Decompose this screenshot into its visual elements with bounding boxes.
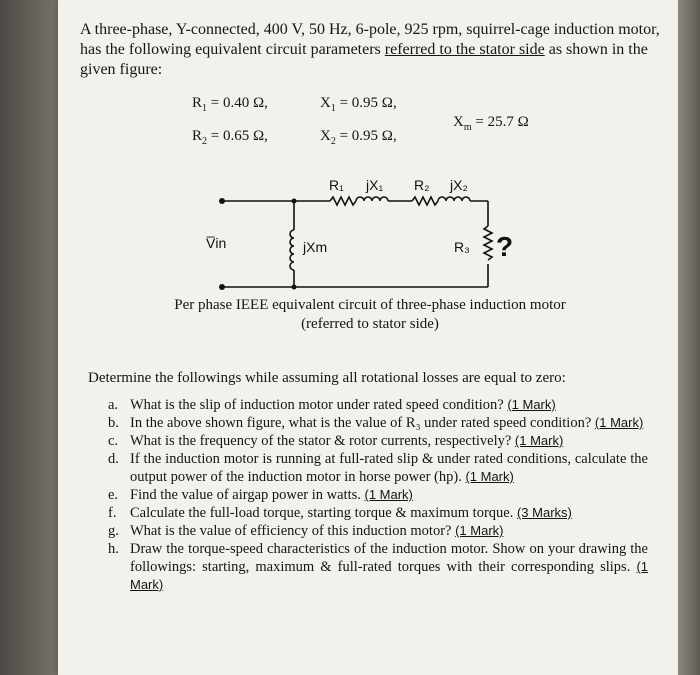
question-list — [108, 396, 648, 594]
label-r1: R₁ — [329, 177, 344, 193]
question-d: d. If the induction motor is running at full-rated slip & under rated conditions, calculate the output power of the induction motor in horse power (hp). (1 Mark) — [108, 451, 648, 485]
r1-resistor — [330, 197, 356, 205]
unknown-question-mark: ? — [496, 231, 514, 262]
label-r3: R₃ — [454, 239, 470, 255]
question-a: a. What is the slip of induction motor under rated speed condition? (1 Mark) — [108, 397, 556, 413]
caption-line-2: (referred to stator side) — [301, 316, 439, 332]
referred-to-stator-underline: referred to the stator side — [384, 41, 545, 58]
node-bottom — [292, 285, 297, 290]
mark-badge: (1 Mark) — [507, 397, 556, 412]
label-jx1: jX₁ — [366, 177, 384, 193]
input-terminal-bottom — [219, 284, 225, 290]
input-terminal-top — [219, 198, 225, 204]
question-c: c. What is the frequency of the stator & rotor currents, respectively? (1 Mark) — [108, 433, 564, 449]
label-r2: R₂ — [414, 177, 430, 193]
caption-line-1: Per phase IEEE equivalent circuit of three-phase induction motor — [174, 297, 566, 313]
r3-resistor — [484, 226, 492, 260]
r2-resistor — [412, 197, 438, 205]
param-x1: $X_1 = 0.95$ Ω, — [320, 95, 397, 114]
mark-badge: (1 Mark) — [465, 469, 514, 484]
problem-statement: A three-phase, Y-connected, 400 V, 50 Hz, 6-pole, 925 rpm, squirrel-cage induction motor, has the following equivalent circuit parameters referred to the stator side as shown in the given figure: — [80, 21, 660, 78]
question-h: h. Draw the torque-speed characteristics of the induction motor. Show on your drawing the followings: starting, maximum & full-rated torques with their corresponding slips. (1 Mark) — [108, 541, 648, 592]
param-r2: $R_2 = 0.65$ Ω, — [192, 128, 268, 147]
jx1-inductor — [356, 197, 388, 201]
label-vin: V̅in — [206, 235, 227, 251]
label-jxm: jXm — [303, 239, 328, 255]
equivalent-circuit-diagram — [0, 0, 700, 300]
question-b: b. In the above shown figure, what is the value of R₃ under rated speed condition? (1 Mark) — [108, 415, 644, 431]
jxm-inductor — [290, 230, 294, 270]
mark-badge: (1 Mark) — [594, 415, 644, 430]
param-xm: $X_m = 25.7$ Ω — [453, 114, 529, 133]
question-e: e. Find the value of airgap power in watts. (1 Mark) — [108, 487, 413, 503]
jx2-inductor — [438, 197, 470, 201]
mark-badge: (1 Mark) — [514, 433, 564, 448]
mark-badge: (1 Mark) — [455, 523, 504, 538]
question-f: f. Calculate the full-load torque, starting torque & maximum torque. (3 Marks) — [108, 505, 572, 521]
mark-badge: (1 Mark) — [130, 559, 648, 592]
param-x2: $X_2 = 0.95$ Ω, — [320, 128, 397, 147]
node-top — [292, 199, 297, 204]
mark-badge: (3 Marks) — [516, 505, 572, 520]
param-r1: $R_1 = 0.40$ Ω, — [192, 95, 268, 114]
mark-badge: (1 Mark) — [364, 487, 413, 502]
label-jx2: jX₂ — [450, 177, 468, 193]
figure-caption — [120, 296, 620, 334]
instruction-text: Determine the followings while assuming all rotational losses are equal to zero: — [88, 370, 566, 386]
question-g: g. What is the value of efficiency of this induction motor? (1 Mark) — [108, 523, 504, 539]
